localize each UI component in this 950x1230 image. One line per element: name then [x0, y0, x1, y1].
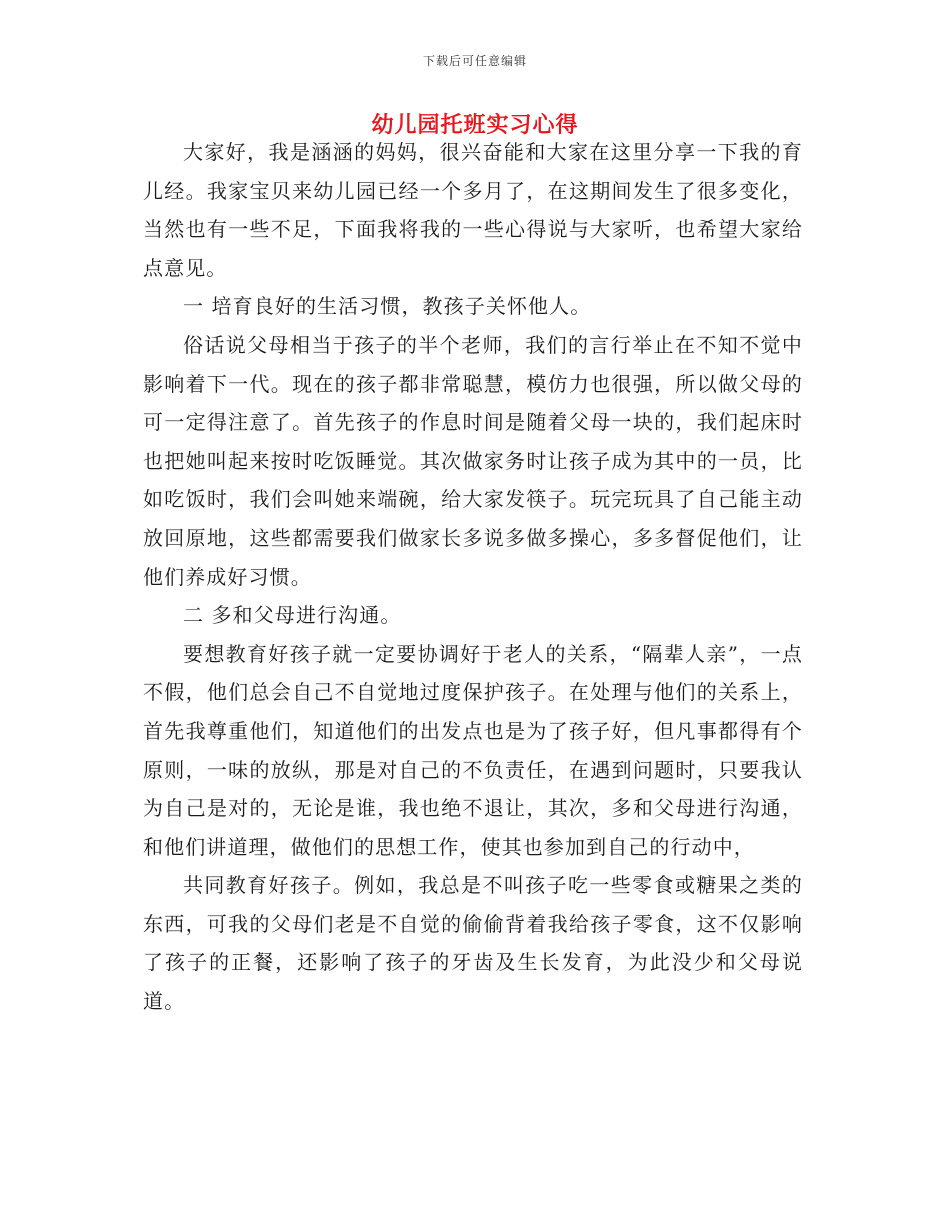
paragraph-intro: 大家好，我是涵涵的妈妈，很兴奋能和大家在这里分享一下我的育儿经。我家宝贝来幼儿园已经一个多月了，在这期间发生了很多变化，当然也有一些不足，下面我将我的一些心得说与大家听，也希望大家给点意见。	[143, 140, 803, 280]
paragraph-habits: 俗话说父母相当于孩子的半个老师，我们的言行举止在不知不觉中影响着下一代。现在的孩子都非常聪慧，模仿力也很强，所以做父母的可一定得注意了。首先孩子的作息时间是随着父母一块的，我们起床时也把她叫起来按时吃饭睡觉。其次做家务时让孩子成为其中的一员，比如吃饭时，我们会叫她来端碗，给大家发筷子。玩完玩具了自己能主动放回原地，这些都需要我们做家长多说多做多操心，多多督促他们，让他们养成好习惯。	[143, 332, 803, 589]
paragraph-heading-two: 二 多和父母进行沟通。	[183, 603, 402, 628]
paragraph-example: 共同教育好孩子。例如，我总是不叫孩子吃一些零食或糖果之类的东西，可我的父母们老是不自觉的偷偷背着我给孩子零食，这不仅影响了孩子的正餐，还影响了孩子的牙齿及生长发育，为此没少和父母说道。	[143, 873, 803, 1014]
document-body	[143, 133, 803, 1021]
header-note: 下载后可任意编辑	[422, 54, 527, 68]
document-title: 幼儿园托班实习心得	[371, 112, 579, 138]
paragraph-communication: 要想教育好孩子就一定要协调好于老人的关系，“隔辈人亲”，一点不假，他们总会自己不自觉地过度保护孩子。在处理与他们的关系上，首先我尊重他们，知道他们的出发点也是为了孩子好，但凡事都得有个原则，一味的放纵，那是对自己的不负责任，在遇到问题时，只要我认为自己是对的，无论是谁，我也绝不退让，其次，多和父母进行沟通，和他们讲道理，做他们的思想工作，使其也参加到自己的行动中，	[143, 641, 803, 859]
paragraph-heading-one: 一 培育良好的生活习惯，教孩子关怀他人。	[183, 294, 592, 319]
